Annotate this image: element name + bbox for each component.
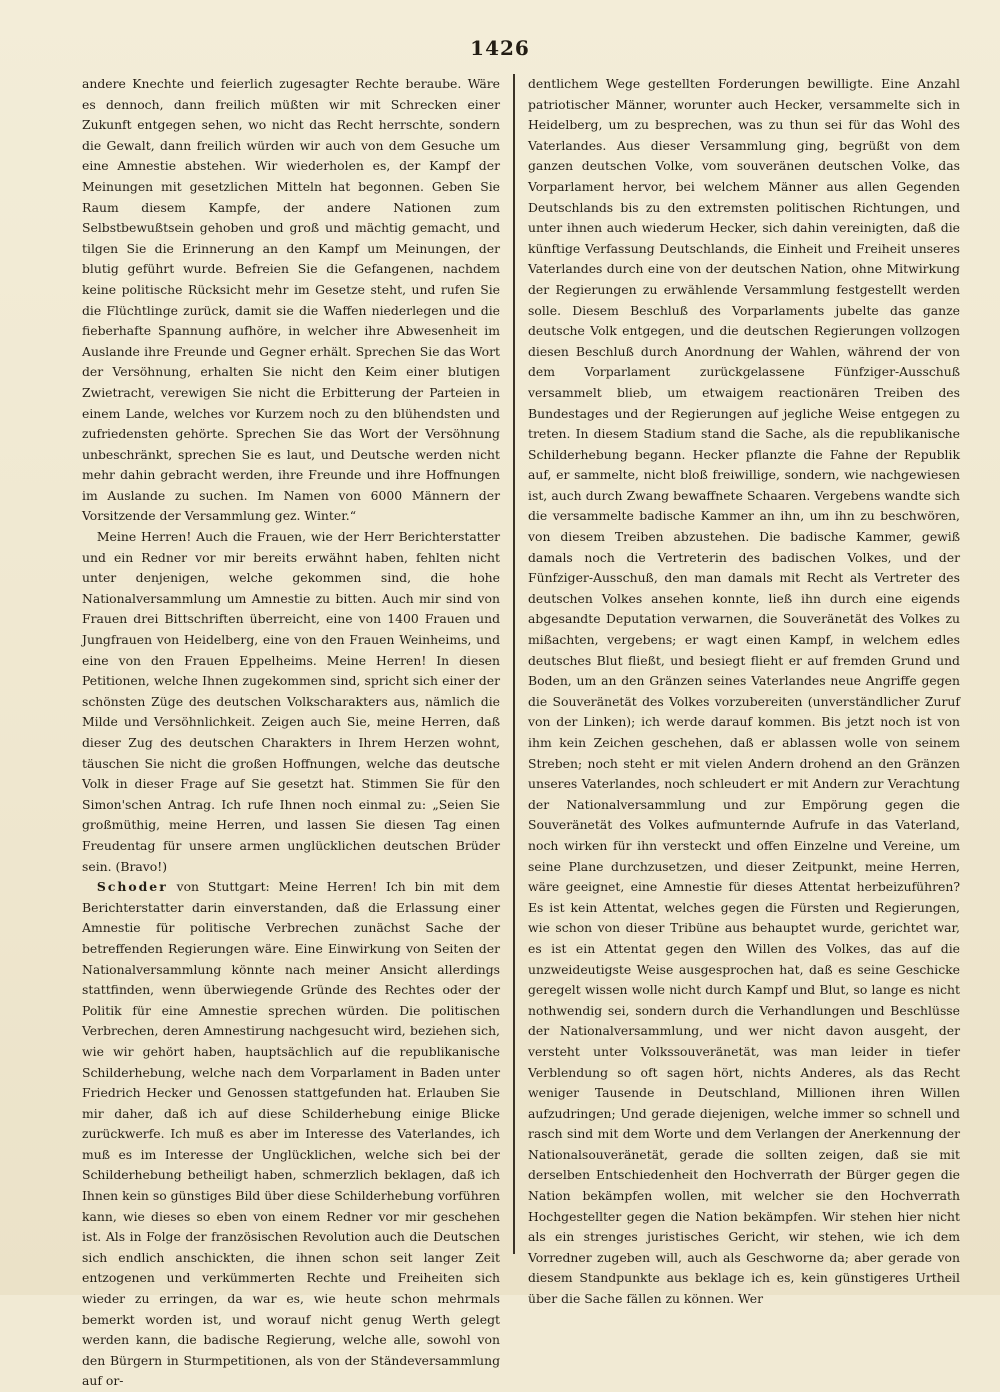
speaker-name: Schoder [96, 879, 168, 895]
left-paragraph-1: andere Knechte und feierlich zugesagter Rechte beraube. Wäre es dennoch, dann freilich müßten wir mit Schrecken einer Zukunft entgegen sehen, wo nicht das Recht herrschte, sondern die Gewalt, dann freilich würden wir auch von dem Gesuche um eine Amnestie abstehen. Wir wiederholen es, der Kampf der Meinungen mit gesetzlichen Mitteln hat begonnen. Geben Sie Raum diesem Kampfe, der andere Nationen zum Selbstbewußtsein gehoben und groß und mächtig gemacht, und tilgen Sie die Erinnerung an den Kampf um Meinungen, der blutig geführt wurde. Befreien Sie die Gefangenen, nachdem keine politische Rücksicht mehr im Gesetze steht, und rufen Sie die Flüchtlinge zurück, damit sie die Waffen niederlegen und die fieberhafte Spannung aufhöre, in welcher ihre Abwesenheit im Auslande ihre Freunde und Gegner erhält. Sprechen Sie das Wort der Versöhnung, erhalten Sie nicht den Keim einer blutigen Zwietracht, verewigen Sie nicht die Erbitterung der Parteien in einem Lande, welches vor Kurzem noch zu den blühendsten und zufriedensten gehörte. Sprechen Sie das Wort der Versöhnung unbeschränkt, sprechen Sie es laut, und Deutsche werden nicht mehr dahin gebracht werden, ihre Freunde und ihre Hoffnungen im Auslande zu suchen. Im Namen von 6000 Männern der Vorsitzende der Versammlung gez. Winter.“ [82, 76, 500, 524]
left-paragraph-2: Meine Herren! Auch die Frauen, wie der Herr Berichterstatter und ein Redner vor mir bereits erwähnt haben, fehlten nicht unter denjenigen, welche gekommen sind, die hohe Nationalversammlung um Amnestie zu bitten. Auch mir sind von Frauen drei Bittschriften überreicht, eine von 1400 Frauen und Jungfrauen von Heidelberg, eine von den Frauen Weinheims, und eine von den Frauen Eppelheims. Meine Herren! In diesen Petitionen, welche Ihnen zugekommen sind, spricht sich einer der schönsten Züge des deutschen Volkscharakters aus, nämlich die Milde und Versöhnlichkeit. Zeigen auch Sie, meine Herren, daß dieser Zug des deutschen Charakters in Ihrem Herzen wohnt, täuschen Sie nicht die großen Hoffnungen, welche das deutsche Volk in dieser Frage auf Sie gesetzt hat. Stimmen Sie für den Simon'schen Antrag. Ich rufe Ihnen noch einmal zu: „Seien Sie großmüthig, meine Herren, und lassen Sie diesen Tag einen Freudentag für unsere armen unglücklichen deutschen Brüder sein. (Bravo!) [82, 529, 500, 874]
left-paragraph-3-text: von Stuttgart: Meine Herren! Ich bin mit dem Berichterstatter darin einverstanden, daß die Erlassung einer Amnestie für politische Verbrechen zunächst Sache der betreffenden Regierungen wäre. Eine Einwirkung von Seiten der Nationalversammlung könnte nach meiner Ansicht allerdings stattfinden, wenn überwiegende Gründe des Rechtes oder der Politik für eine Amnestie sprechen würden. Die politischen Verbrechen, deren Amnestirung nachgesucht wird, beziehen sich, wie wir gehört haben, hauptsächlich auf die republikanische Schilderhebung, welche nach dem Vorparlament in Baden unter Friedrich Hecker und Genossen stattgefunden hat. Erlauben Sie mir daher, daß ich auf diese Schilderhebung einige Blicke zurückwerfe. Ich muß es aber im Interesse des Vaterlandes, ich muß es im Interesse der Unglücklichen, welche sich bei der Schilderhebung betheiligt haben, schmerzlich beklagen, daß ich Ihnen kein so günstiges Bild über diese Schilderhebung vorführen kann, wie dieses so eben von einem Redner vor mir geschehen ist. Als in Folge der französischen Revolution auch die Deutschen sich endlich anschickten, die ihnen schon seit langer Zeit entzogenen und verkümmerten Rechte und Freiheiten sich wieder zu erringen, da war es, wie heute schon mehrmals bemerkt worden ist, und worauf nicht genug Werth gelegt werden kann, die badische Regierung, welche alle, sowohl von den Bürgern in Sturmpetitionen, als von der Ständeversammlung auf or- [82, 879, 500, 1389]
right-paragraph-1: dentlichem Wege gestellten Forderungen bewilligte. Eine Anzahl patriotischer Männer, worunter auch Hecker, versammelte sich in Heidelberg, um zu besprechen, was zu thun sei für das Wohl des Vaterlandes. Aus dieser Versammlung ging, begrüßt von dem ganzen deutschen Volke, vom souveränen deutschen Volke, das Vorparlament hervor, bei welchem Männer aus allen Gegenden Deutschlands bis zu den extremsten politischen Richtungen, und unter ihnen auch wiederum Hecker, sich dahin vereinigten, daß die künftige Verfassung Deutschlands, die Einheit und Freiheit unseres Vaterlandes durch eine von der deutschen Nation, ohne Mitwirkung der Regierungen zu erwählende Versammlung festgestellt werden solle. Diesem Beschluß des Vorparlaments jubelte das ganze deutsche Volk entgegen, und die deutschen Regierungen vollzogen diesen Beschluß durch Anordnung der Wahlen, während der von dem Vorparlament zurückgelassene Fünfziger-Ausschuß versammelt blieb, um etwaigem reactionären Treiben des Bundestages und der Regierungen auf jegliche Weise entgegen zu treten. In diesem Stadium stand die Sache, als die republikanische Schilderhebung begann. Hecker pflanzte die Fahne der Republik auf, er sammelte, nicht bloß freiwillige, sondern, wie nachgewiesen ist, auch durch Zwang bewaffnete Schaaren. Vergebens wandte sich die versammelte badische Kammer an ihn, um ihn zu beschwören, von diesem Treiben abzustehen. Die badische Kammer, gewiß damals noch die Vertreterin des badischen Volkes, und der Fünfziger-Ausschuß, den man damals mit Recht als Vertreter des deutschen Volkes ansehen konnte, ließ ihn durch eine eigends abgesandte Deputation verwarnen, die Souveränetät des Volkes zu mißachten, vergebens; er wagt einen Kampf, in welchem edles deutsches Blut fließt, und besiegt flieht er auf fremden Grund und Boden, um an den Gränzen seines Vaterlandes neue Angriffe gegen die Souveränetät des Volkes vorzubereiten (unverständlicher Zuruf von der Linken); ich werde darauf kommen. Bis jetzt noch ist von ihm kein Zeichen geschehen, daß er ablassen wolle von seinem Streben; noch steht er mit vielen Andern drohend an den Gränzen unseres Vaterlandes, noch schleudert er mit Andern zur Verachtung der Nationalversammlung und zur Empörung gegen die Souveränetät des Volkes aufmunternde Aufrufe in das Vaterland, noch wirken für ihn versteckt und offen Einzelne und Vereine, um seine Plane durchzusetzen, und dieser Zeitpunkt, meine Herren, wäre geeignet, eine Amnestie für dieses Attentat herbeizuführen? Es ist kein Attentat, welches gegen die Fürsten und Regierungen, wie schon von dieser Tribüne aus behauptet wurde, gerichtet war, es ist ein Attentat gegen den Willen des Volkes, das auf die unzweideutigste Weise ausgesprochen hat, daß es seine Geschicke geregelt wissen wolle nicht durch Kampf und Blut, so lange es nicht nothwendig sei, sondern durch die Verhandlungen und Beschlüsse der Nationalversammlung, und wer nicht davon ausgeht, der versteht unter Volkssouveränetät, was man leider in tiefer Verblendung so oft sagen hört, nichts Anderes, als das Recht weniger Tausende in Deutschland, Millionen ihren Willen aufzudringen; Und gerade diejenigen, welche immer so schnell und rasch sind mit dem Worte und dem Verlangen der Anerkennung der Nationalsouveränetät, gerade die sollten zeigen, daß sie mit derselben Entschiedenheit den Hochverrath der Bürger gegen die Nation bekämpfen wollen, mit welcher sie den Hochverrath Hochgestellter gegen die Nation bekämpfen. Wir stehen hier nicht als ein strenges juristisches Gericht, wir stehen, wie ich dem Vorredner zugeben will, auch als Geschworne da; aber gerade von diesem Standpunkte aus beklage ich es, kein günstigeres Urtheil über die Sache fällen zu können. Wer [528, 76, 960, 1307]
left-column [82, 74, 500, 1389]
right-column [528, 74, 960, 1307]
column-divider [513, 74, 515, 1254]
left-paragraph-3 [82, 877, 500, 1392]
page-number: 1426 [470, 36, 530, 60]
